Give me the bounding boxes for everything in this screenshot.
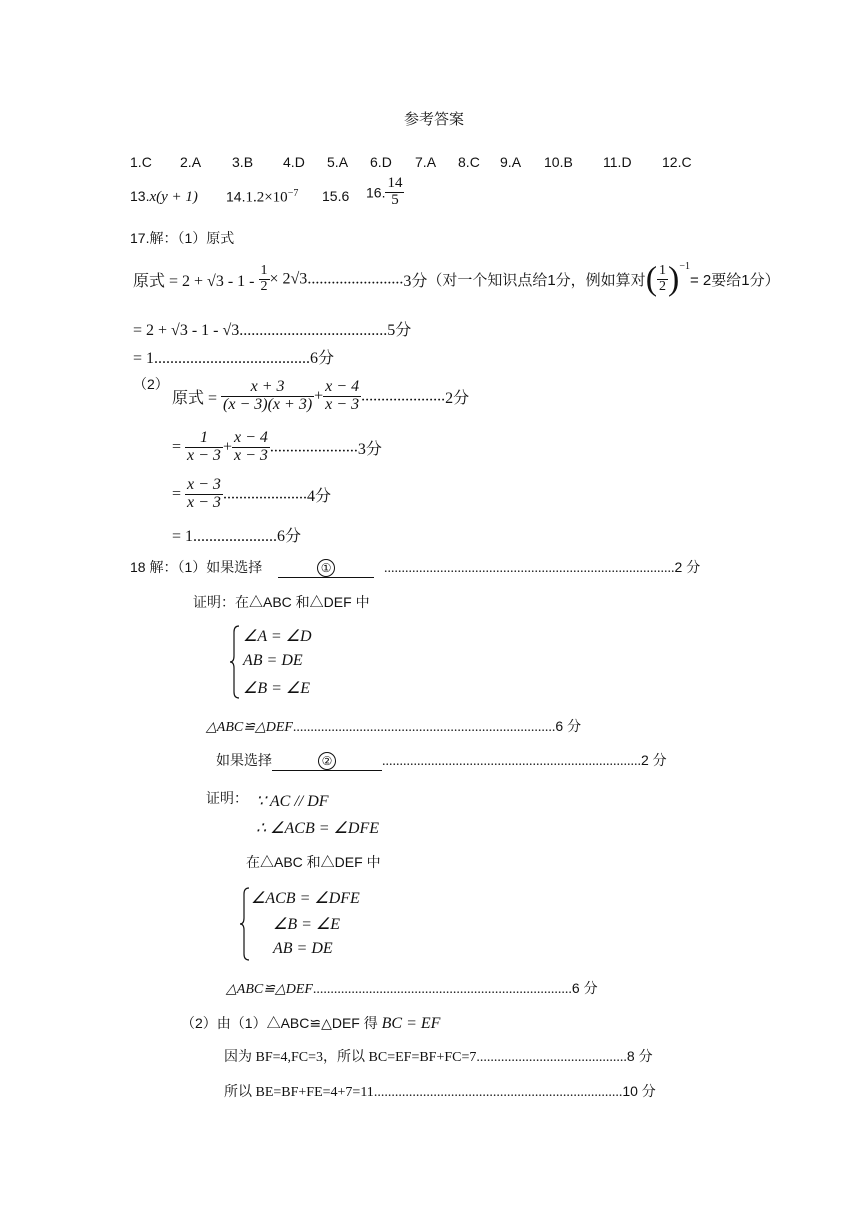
left-brace [229, 624, 241, 700]
answer-blank: ② [272, 752, 382, 771]
fraction: $\frac{1}{x - 3}$ [187, 429, 221, 464]
answer-16: 16. $\frac{14}{5}$ [366, 175, 403, 208]
answer-item: 12.C [662, 154, 692, 170]
answer-item: 2.A [180, 154, 202, 170]
scoring-note: （对一个知识点给1分，例如算对 [427, 271, 646, 289]
q17-p2-line-2: = $\frac{1}{x - 3}$ + $\frac{x - 4}{x - 3}$ ......................3分 [172, 429, 382, 464]
system-line: ∠B = ∠E [243, 680, 311, 697]
fraction: $\frac{x - 4}{x - 3}$ [325, 378, 360, 413]
fraction: $\frac{x - 3}{x - 3}$ [187, 476, 221, 511]
q18-line-1: 18 解：（1）如果选择 ① ...................................................................................2 分 [130, 559, 701, 576]
answer-item: 11.D [603, 154, 632, 170]
q18-part-2-intro: （2）由（1）△ABC≌△DEF 得 BC = EF [181, 1015, 441, 1032]
answer-13: 13.x(y + 1) [130, 188, 198, 205]
fraction: $\frac{x - 4}{x - 3}$ [233, 429, 268, 464]
because-line: ∵ AC // DF [256, 793, 329, 810]
answer-item: 10.B [544, 154, 573, 170]
system-line: ∠B = ∠E [273, 916, 341, 933]
system-line: AB = DE [243, 652, 303, 669]
fraction: $\frac{x + 3}{(x - 3)(x + 3)}$ [223, 378, 313, 413]
q17-p2-line-4: = 1.....................6分 [172, 528, 302, 545]
q17-header: 17.解：（1）原式 [130, 230, 235, 246]
answer-item: 1.C [130, 154, 152, 170]
system-line: ∠ACB = ∠DFE [251, 890, 360, 907]
q18-conclusion-1: △ABC≌△DEF...........................................................................6 分 [206, 718, 582, 735]
left-brace [239, 886, 251, 962]
answer-item: 8.C [458, 154, 480, 170]
q17-line-1: 原式 = 2 + √3 - 1 - $\frac{1}{2}$ × 2√3........................3分（对一个知识点给1分，例如算对( $\frac{1}{2}$ )$^{-1}$= 2要给1分） [133, 260, 780, 298]
q17-line-3: = 1.......................................6分 [133, 350, 335, 367]
q18-part-2-line-1: 因为 BF=4,FC=3，所以 BC=EF=BF+FC=7...........................................8 分 [224, 1048, 653, 1065]
fraction: $\frac{1}{2}$ [260, 263, 268, 294]
q18-line-choose-2: 如果选择 ② ..........................................................................2 分 [216, 752, 667, 769]
therefore-line: ∴ ∠ACB = ∠DFE [256, 820, 379, 837]
answer-14: $14.1.2\times 10^{-7}$ [226, 188, 299, 206]
q18-conclusion-2: △ABC≌△DEF..........................................................................6 分 [226, 980, 598, 997]
answer-item: 4.D [283, 154, 305, 170]
system-line: AB = DE [273, 940, 333, 957]
answer-item: 7.A [415, 154, 437, 170]
answer-item: 3.B [232, 154, 254, 170]
q18-proof-2-label: 证明： [206, 790, 248, 806]
q18-proof-2-intro: 在△ABC 和△DEF 中 [246, 854, 381, 870]
q18-proof-1-intro: 证明：在△ABC 和△DEF 中 [193, 594, 370, 610]
fraction: $\frac{1}{2}$ [659, 263, 667, 294]
q18-part-2-line-2: 所以 BE=BF+FE=4+7=11.......................................................................10 分 [224, 1083, 656, 1100]
answer-15: 15.6 [322, 188, 350, 204]
q17-p2-line-1: 原式 = $\frac{x + 3}{(x - 3)(x + 3)}$ + $\frac{x - 4}{x - 3}$ .....................2分 [172, 378, 470, 413]
answer-item: 9.A [500, 154, 522, 170]
system-line: ∠A = ∠D [243, 628, 312, 645]
answer-blank: ① [278, 559, 374, 578]
q17-part-2-label: （2） [133, 376, 169, 392]
answer-item: 6.D [370, 154, 392, 170]
q17-p2-line-3: = $\frac{x - 3}{x - 3}$ .....................4分 [172, 476, 331, 511]
answer-item: 5.A [327, 154, 349, 170]
page-title: 参考答案 [404, 111, 465, 128]
q17-line-2: = 2 + √3 - 1 - √3.....................................5分 [133, 322, 412, 339]
fraction: $\frac{14}{5}$ [387, 175, 403, 208]
